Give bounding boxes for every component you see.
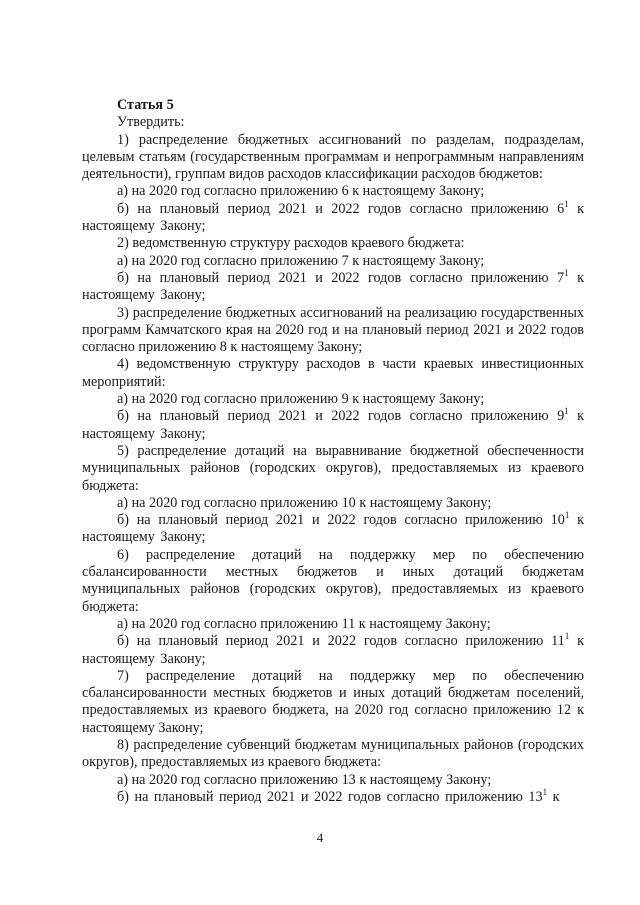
paragraph-item-1: 1) распределение бюджетных ассигнований по разделам, подразделам, целевым статьям (государственным программам и непрограммным направлениям деятельности), группам видов расходов классификации расходов бюджетов: <box>82 131 584 183</box>
paragraph-intro: Утвердить: <box>117 114 185 131</box>
paragraph-item-6b: б) на плановый период 2021 и 2022 годов согласно приложению $11^1$ к настоящему Закону; <box>82 631 584 667</box>
paragraph-item-5b: б) на плановый период 2021 и 2022 годов согласно приложению $10^1$ к настоящему Закону; <box>82 510 584 546</box>
paragraph-item-8a: а) на 2020 год согласно приложению 13 к настоящему Закону; <box>117 771 492 788</box>
paragraph-item-4a: а) на 2020 год согласно приложению 9 к настоящему Закону; <box>117 391 485 408</box>
paragraph-item-7: 7) распределение дотаций на поддержку мер по обеспечению сбалансированности местных бюджетов и иных дотаций бюджетам поселений, предоставляемых из краевого бюджета, на 2020 год согласно приложению 12 к настоящему Закону; <box>82 667 584 736</box>
paragraph-item-5a: а) на 2020 год согласно приложению 10 к настоящему Закону; <box>117 494 492 511</box>
paragraph-item-2: 2) ведомственную структуру расходов краевого бюджета: <box>117 235 465 252</box>
paragraph-item-8b: б) на плановый период 2021 и 2022 годов согласно приложению $13^1$ к <box>117 786 560 805</box>
paragraph-item-6a: а) на 2020 год согласно приложению 11 к настоящему Закону; <box>117 615 491 632</box>
paragraph-item-4b: б) на плановый период 2021 и 2022 годов согласно приложению $9^1$ к настоящему Закону; <box>82 406 584 442</box>
paragraph-item-3: 3) распределение бюджетных ассигнований на реализацию государственных программ Камчатского края на 2020 год и на плановый период 2021 и 2022 годов согласно приложению 8 к настоящему Закону; <box>82 304 584 356</box>
paragraph-item-2a: а) на 2020 год согласно приложению 7 к настоящему Закону; <box>117 252 485 269</box>
paragraph-item-4: 4) ведомственную структуру расходов в части краевых инвестиционных мероприятий: <box>82 356 584 390</box>
paragraph-item-5: 5) распределение дотаций на выравнивание бюджетной обеспеченности муниципальных районов (городских округов), предоставляемых из краевого бюджета: <box>82 442 584 494</box>
paragraph-item-8: 8) распределение субвенций бюджетам муниципальных районов (городских округов), предоставляемых из краевого бюджета: <box>82 736 584 771</box>
paragraph-item-1b: б) на плановый период 2021 и 2022 годов согласно приложению $6^1$ к настоящему Закону; <box>82 198 584 235</box>
article-title: Статья 5 <box>117 97 174 113</box>
paragraph-item-2b: б) на плановый период 2021 и 2022 годов согласно приложению $7^1$ к настоящему Закону; <box>82 267 584 304</box>
page-number: 4 <box>316 830 324 845</box>
paragraph-item-1a: а) на 2020 год согласно приложению 6 к настоящему Закону; <box>117 183 485 200</box>
article-body <box>82 97 584 806</box>
paragraph-item-6: 6) распределение дотаций на поддержку мер по обеспечению сбалансированности местных бюджетов и иных дотаций бюджетам муниципальных районов (городских округов), предоставляемых из краевого бюджета: <box>82 546 584 615</box>
